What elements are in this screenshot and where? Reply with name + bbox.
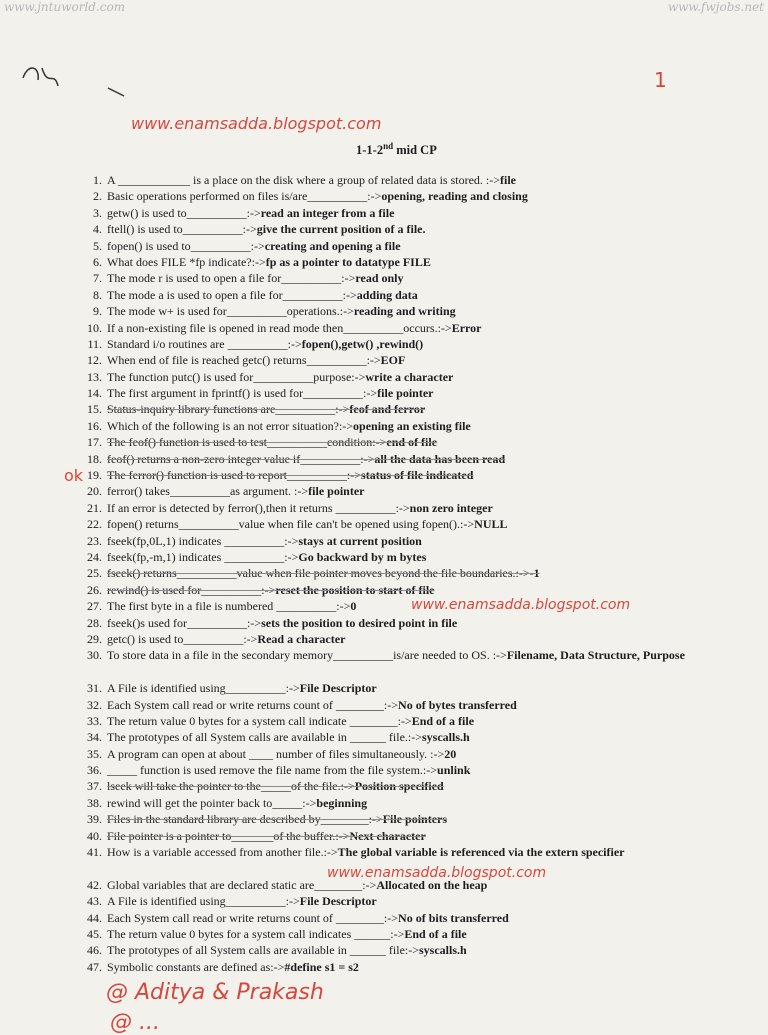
title-suffix: mid CP: [393, 143, 437, 158]
question-answer: 20: [444, 746, 457, 761]
question-text: [107, 369, 734, 385]
question-text: [107, 729, 734, 745]
question-text: [107, 697, 734, 713]
question-text: [107, 680, 734, 696]
question-number: 7.: [93, 271, 102, 286]
question-prompt: If a non-existing file is opened in read mode then__________occurs.:->: [107, 320, 452, 335]
question-item: [84, 369, 734, 385]
question-prompt: Symbolic constants are defined as:->: [107, 959, 285, 974]
question-text: [107, 303, 734, 319]
question-prompt: The function putc() is used for__________purpose:->: [107, 369, 366, 384]
question-number: 4.: [93, 222, 102, 237]
question-answer: opening, reading and closing: [381, 189, 528, 204]
handwritten-url-middle: www.enamsadda.blogspot.com: [411, 597, 631, 613]
question-number: 29.: [87, 631, 102, 646]
question-prompt: A program can open at about ____ number of files simultaneously. :->: [107, 746, 445, 761]
question-prompt: getc() is used to__________:->: [107, 631, 258, 646]
question-prompt: The first byte in a file is numbered __________:->: [107, 599, 351, 614]
question-number: 44.: [87, 910, 102, 925]
question-number: 28.: [87, 615, 102, 630]
question-text: [107, 188, 734, 204]
question-item: [84, 942, 734, 958]
question-text: [107, 926, 734, 942]
question-number: 36.: [87, 763, 102, 778]
question-item: [84, 762, 734, 778]
question-prompt: A File is identified using__________:->: [107, 681, 300, 696]
question-item: [84, 582, 734, 598]
question-item: [84, 910, 734, 926]
question-prompt: fseek()s used for__________:->: [107, 615, 262, 630]
title-prefix: 1-1-2: [356, 143, 384, 158]
question-prompt: rewind will get the pointer back to_____:->: [107, 795, 317, 810]
question-answer: reading and writing: [353, 304, 456, 319]
question-number: 11.: [87, 336, 102, 351]
question-prompt: When end of file is reached getc() returns__________:->: [107, 353, 381, 368]
question-answer: fp as a pointer to datatype FILE: [265, 254, 431, 269]
question-text: [107, 336, 734, 352]
question-item: [84, 254, 734, 270]
question-text: [107, 500, 734, 516]
question-prompt: Basic operations performed on files is/are__________:->: [107, 189, 382, 204]
question-number: 12.: [87, 353, 102, 368]
question-answer: Read a character: [257, 631, 346, 646]
question-number: 27.: [87, 599, 102, 614]
question-answer: file pointer: [308, 484, 365, 499]
watermark-right: www.fwjobs.net: [667, 0, 764, 14]
question-number: 1.: [93, 173, 102, 187]
question-answer: 0: [350, 599, 357, 614]
question-prompt: Which of the following is an not error situation?:->: [107, 418, 354, 433]
question-number: 18.: [87, 451, 102, 466]
question-text: [107, 238, 734, 254]
question-answer: creating and opening a file: [264, 238, 401, 253]
question-text: [107, 910, 734, 926]
question-answer: No of bits transferred: [398, 910, 509, 925]
question-answer: File pointers: [382, 812, 448, 827]
question-item: [84, 303, 734, 319]
question-number: 42.: [87, 877, 102, 892]
question-item: [84, 500, 734, 516]
question-prompt: fseek(fp,-m,1) indicates __________:->: [107, 549, 299, 564]
question-text: [107, 516, 734, 532]
question-answer: read an integer from a file: [260, 205, 395, 220]
question-prompt: Standard i/o routines are __________:->: [107, 336, 302, 351]
question-item: [84, 451, 734, 467]
question-item: [84, 287, 734, 303]
question-item: [84, 565, 734, 581]
question-text: [107, 828, 734, 844]
question-item: [84, 352, 734, 368]
question-text: [107, 778, 734, 794]
question-text: [107, 467, 734, 483]
question-item: [84, 172, 734, 188]
question-answer: NULL: [474, 517, 508, 532]
question-answer: read only: [355, 271, 404, 286]
question-item: [84, 828, 734, 844]
question-number: 47.: [87, 959, 102, 974]
question-item: [84, 516, 734, 532]
question-text: [107, 647, 734, 680]
question-item: [84, 221, 734, 237]
question-prompt: File pointer is a pointer to_______of the buffer.:->: [107, 828, 350, 843]
question-item: [84, 615, 734, 631]
question-text: [107, 713, 734, 729]
question-prompt: The return value 0 bytes for a system call indicates ______:->: [107, 927, 405, 941]
question-answer: unlink: [437, 763, 471, 778]
question-prompt: The feof() function is used to test__________condition:->: [107, 435, 387, 450]
question-text: [107, 221, 734, 237]
question-answer: end of file: [386, 435, 438, 450]
question-answer: give the current position of a file.: [256, 222, 426, 237]
question-item: [84, 631, 734, 647]
question-number: 40.: [87, 828, 102, 843]
question-text: [107, 893, 734, 909]
question-text: [107, 205, 734, 221]
question-answer: #define s1 = s2: [284, 959, 359, 974]
question-answer: End of a file: [404, 927, 467, 941]
question-text: [107, 746, 734, 762]
question-text: [107, 533, 734, 549]
question-number: 9.: [93, 304, 102, 319]
question-number: 35.: [87, 746, 102, 761]
question-prompt: The return value 0 bytes for a system call indicate ________:->: [107, 713, 412, 728]
question-number: 21.: [87, 500, 102, 515]
question-number: 23.: [87, 533, 102, 548]
question-number: 13.: [87, 369, 102, 384]
question-text: [107, 352, 734, 368]
question-prompt: ferror() takes__________as argument. :->: [107, 484, 309, 499]
question-item: [84, 188, 734, 204]
question-prompt: lseek will take the pointer to the_____of the file.:->: [107, 779, 355, 794]
question-prompt: If an error is detected by ferror(),then it returns __________:->: [107, 500, 410, 515]
question-item: [84, 467, 734, 483]
question-number: 6.: [93, 254, 102, 269]
question-prompt: _____ function is used remove the file name from the file system.:->: [107, 763, 438, 778]
watermark-left: www.jntuworld.com: [4, 0, 126, 14]
question-answer: reset the position to start of file: [275, 582, 435, 597]
question-number: 38.: [87, 795, 102, 810]
question-number: 20.: [87, 484, 102, 499]
question-prompt: rewind() is used for__________:->: [107, 582, 276, 597]
question-number: 33.: [87, 713, 102, 728]
question-number: 15.: [87, 402, 102, 417]
question-text: [107, 811, 734, 827]
question-item: [84, 598, 734, 614]
question-item: [84, 385, 734, 401]
question-prompt: The mode w+ is used for__________operations.:->: [107, 304, 354, 319]
question-item: [84, 270, 734, 286]
question-number: 8.: [93, 287, 102, 302]
question-prompt: feof() returns a non-zero integer value if__________:->: [107, 451, 375, 466]
question-text: [107, 287, 734, 303]
question-answer: Allocated on the heap: [376, 877, 488, 892]
question-number: 25.: [87, 566, 102, 581]
question-number: 26.: [87, 582, 102, 597]
page-number: 1: [654, 68, 667, 92]
question-number: 30.: [87, 648, 102, 663]
question-number: 43.: [87, 894, 102, 909]
question-text: [107, 582, 734, 598]
question-text: [107, 795, 734, 811]
question-item: [84, 401, 734, 417]
question-number: 10.: [87, 320, 102, 335]
question-answer: File Descriptor: [299, 681, 377, 696]
question-number: 31.: [87, 681, 102, 696]
question-prompt: fseek() returns__________value when file pointer moves beyond the file boundaries.:->: [107, 566, 530, 581]
question-item: [84, 320, 734, 336]
question-prompt: Files in the standard library are described by________:->: [107, 812, 383, 827]
question-text: [107, 418, 734, 434]
question-text: [107, 401, 734, 417]
question-answer: sets the position to desired point in file: [261, 615, 458, 630]
question-prompt: The first argument in fprintf() is used for__________:->: [107, 386, 378, 401]
handwritten-cutoff-line: @ ...: [110, 1010, 160, 1035]
question-prompt: How is a variable accessed from another file.:->: [107, 845, 338, 860]
question-prompt: Each System call read or write returns count of ________:->: [107, 910, 399, 925]
question-text: [107, 483, 734, 499]
question-prompt: fopen() returns__________value when file can't be opened using fopen().:->: [107, 517, 475, 532]
question-prompt: To store data in a file in the secondary memory__________is/are needed to OS. :->: [107, 648, 507, 663]
question-text: [107, 959, 734, 975]
question-item: [84, 959, 734, 975]
handwritten-url-lower: www.enamsadda.blogspot.com: [327, 865, 547, 881]
question-item: [84, 893, 734, 909]
question-item: [84, 418, 734, 434]
question-item: [84, 795, 734, 811]
question-number: 16.: [87, 418, 102, 433]
question-list: [84, 172, 734, 975]
question-number: 32.: [87, 697, 102, 712]
question-text: [107, 631, 734, 647]
question-item: [84, 729, 734, 745]
question-number: 37.: [87, 779, 102, 794]
question-text: [107, 565, 734, 581]
question-item: [84, 647, 734, 680]
question-text: [107, 549, 734, 565]
question-number: 14.: [87, 386, 102, 401]
question-item: [84, 483, 734, 499]
question-number: 34.: [87, 730, 102, 745]
question-number: 41.: [87, 845, 102, 860]
question-answer: adding data: [356, 287, 418, 302]
question-prompt: Each System call read or write returns count of ________:->: [107, 697, 399, 712]
question-answer: Next character: [349, 828, 426, 843]
question-answer: File Descriptor: [299, 894, 377, 909]
question-prompt: The ferror() function is used to report__________:->: [107, 468, 362, 483]
handwritten-margin-mark: ok: [64, 466, 84, 485]
question-item: [84, 778, 734, 794]
question-answer: file: [500, 173, 516, 187]
question-prompt: The prototypes of all System calls are available in ______ file:->: [107, 943, 420, 958]
question-answer: Go backward by m bytes: [298, 549, 427, 564]
question-text: [107, 434, 734, 450]
question-answer: non zero integer: [409, 500, 493, 515]
question-number: 22.: [87, 517, 102, 532]
handwritten-url-top: www.enamsadda.blogspot.com: [131, 114, 382, 133]
question-number: 39.: [87, 812, 102, 827]
question-text: [107, 942, 734, 958]
question-prompt: A File is identified using__________:->: [107, 894, 300, 909]
question-item: [84, 205, 734, 221]
page-title: [356, 141, 437, 158]
question-answer: stays at current position: [298, 533, 422, 548]
question-prompt: fopen() is used to__________:->: [107, 238, 265, 253]
question-prompt: ftell() is used to__________:->: [107, 222, 257, 237]
question-number: 5.: [93, 238, 102, 253]
question-prompt: A ____________ is a place on the disk where a group of related data is stored. :->: [107, 173, 500, 187]
question-item: [84, 926, 734, 942]
question-prompt: Global variables that are declared static are________:->: [107, 877, 377, 892]
question-answer: Filename, Data Structure, Purpose: [506, 648, 685, 663]
question-answer: beginning: [316, 795, 368, 810]
question-prompt: getw() is used to__________:->: [107, 205, 261, 220]
question-answer: No of bytes transferred: [398, 697, 517, 712]
question-answer: file pointer: [377, 386, 434, 401]
question-text: [107, 172, 734, 188]
question-number: 24.: [87, 549, 102, 564]
question-number: 19.: [87, 468, 102, 483]
question-prompt: The mode r is used to open a file for__________:->: [107, 271, 356, 286]
question-text: [107, 762, 734, 778]
question-text: [107, 320, 734, 336]
question-answer: End of a file: [411, 713, 475, 728]
question-answer: -1: [529, 566, 540, 581]
handwritten-signature-authors: @ Aditya & Prakash: [106, 980, 324, 1005]
question-item: [84, 811, 734, 827]
question-item: [84, 533, 734, 549]
question-answer: syscalls.h: [422, 730, 470, 745]
question-item: [84, 434, 734, 450]
question-number: 3.: [93, 205, 102, 220]
question-answer: syscalls.h: [419, 943, 467, 958]
question-number: 17.: [87, 435, 102, 450]
question-answer: Error: [451, 320, 482, 335]
question-item: [84, 549, 734, 565]
question-number: 2.: [93, 189, 102, 204]
question-answer: opening an existing file: [353, 418, 471, 433]
question-item: [84, 713, 734, 729]
question-item: [84, 746, 734, 762]
question-text: [107, 615, 734, 631]
question-text: [107, 270, 734, 286]
question-text: [107, 385, 734, 401]
question-prompt: What does FILE *fp indicate?:->: [107, 254, 266, 269]
question-item: [84, 697, 734, 713]
question-text: [107, 451, 734, 467]
question-answer: EOF: [380, 353, 406, 368]
question-prompt: fseek(fp,0L,1) indicates __________:->: [107, 533, 299, 548]
question-item: [84, 238, 734, 254]
question-prompt: Status-inquiry library functions are__________:->: [107, 402, 350, 417]
question-item: [84, 336, 734, 352]
question-answer: fopen(),getw() ,rewind(): [301, 336, 424, 351]
title-superscript: nd: [383, 141, 394, 151]
question-text: [107, 254, 734, 270]
question-answer: feof and ferror: [349, 402, 426, 417]
question-number: 46.: [87, 943, 102, 958]
question-answer: Position specified: [354, 779, 444, 794]
question-answer: status of file indicated: [361, 468, 474, 483]
question-prompt: The prototypes of all System calls are available in ______ file.:->: [107, 730, 423, 745]
question-answer: write a character: [365, 369, 454, 384]
question-prompt: The mode a is used to open a file for__________:->: [107, 287, 357, 302]
question-answer: all the data has been read: [374, 451, 506, 466]
question-number: 45.: [87, 927, 102, 941]
question-answer: The global variable is referenced via the extern specifier: [337, 845, 625, 860]
question-item: [84, 680, 734, 696]
pen-scribble: [18, 58, 128, 98]
